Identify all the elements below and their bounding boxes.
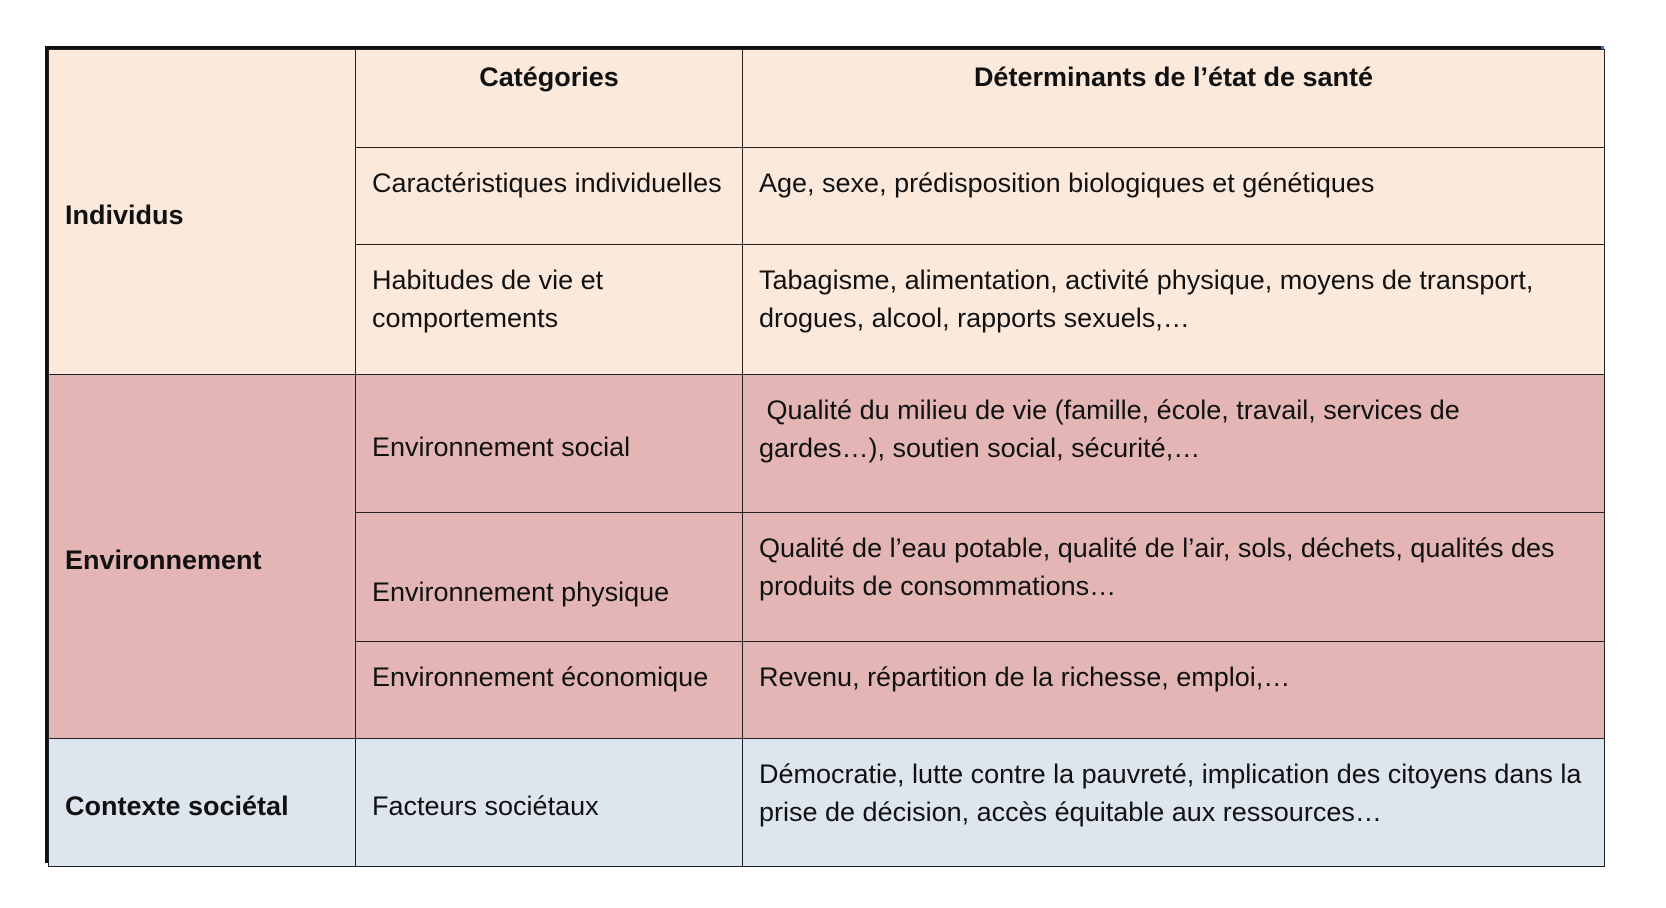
group-label-environnement: Environnement [65, 544, 262, 575]
determinants-cell: Tabagisme, alimentation, activité physique, moyens de transport, drogues, alcool, rapports sexuels,… [743, 245, 1605, 375]
category-cell: Facteurs sociétaux [356, 739, 743, 867]
header-category: Catégories [356, 50, 743, 148]
determinants-cell: Revenu, répartition de la richesse, emploi,… [743, 642, 1605, 739]
category-cell: Environnement physique [356, 513, 743, 642]
group-cell-environnement [49, 375, 356, 739]
category-cell: Habitudes de vie et comportements [356, 245, 743, 375]
group-cell-individus [49, 50, 356, 375]
determinants-cell: Qualité de l’eau potable, qualité de l’air, sols, déchets, qualités des produits de consommations… [743, 513, 1605, 642]
group-cell-contexte [49, 739, 356, 867]
group-label-contexte: Contexte sociétal [65, 790, 289, 821]
header-determinants: Déterminants de l’état de santé [743, 50, 1605, 148]
health-determinants-table [48, 49, 1605, 867]
group-label-individus: Individus [65, 200, 184, 230]
determinants-cell: Qualité du milieu de vie (famille, école, travail, services de gardes…), soutien social, sécurité,… [743, 375, 1605, 513]
table-header-row [49, 50, 1605, 148]
category-cell: Environnement économique [356, 642, 743, 739]
category-cell: Caractéristiques individuelles [356, 148, 743, 245]
health-determinants-table-frame [45, 46, 1601, 863]
table-row [49, 739, 1605, 867]
determinants-cell: Démocratie, lutte contre la pauvreté, implication des citoyens dans la prise de décision, accès équitable aux ressources… [743, 739, 1605, 867]
determinants-cell: Age, sexe, prédisposition biologiques et génétiques [743, 148, 1605, 245]
table-row [49, 375, 1605, 513]
category-cell: Environnement social [356, 375, 743, 513]
